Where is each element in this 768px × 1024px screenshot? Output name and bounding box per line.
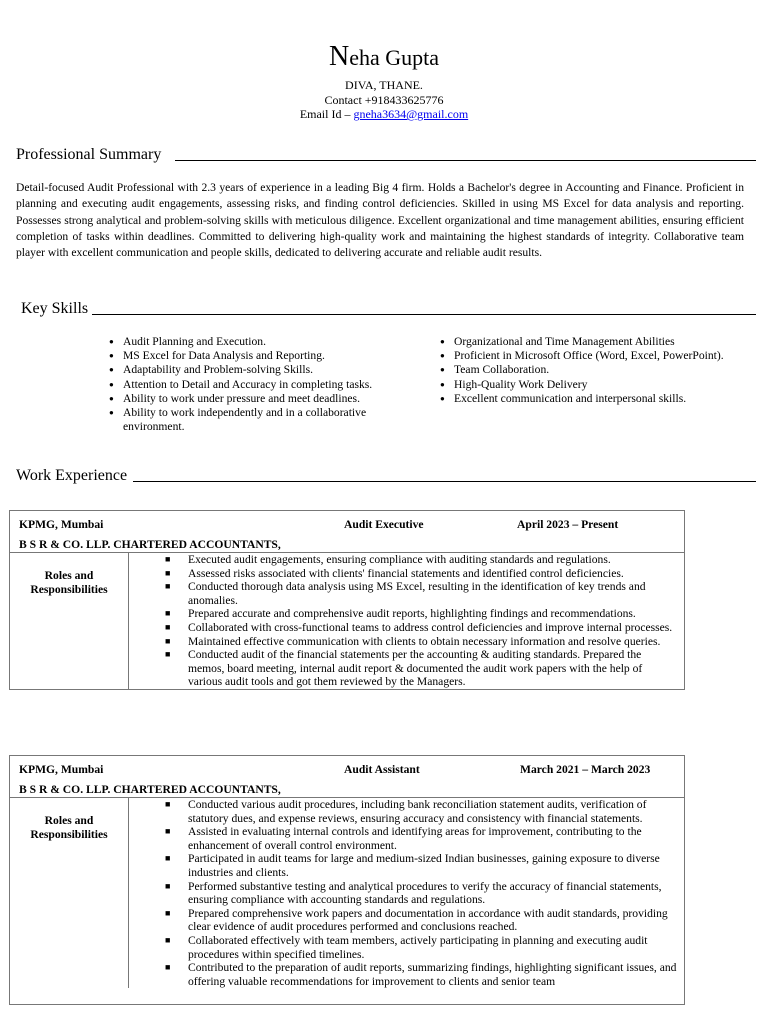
responsibility-text: Assisted in evaluating internal controls and identifying areas for improvement, contributing to the enhancement of overall control environment. xyxy=(188,825,642,852)
bullet-icon: ● xyxy=(109,379,114,389)
skill-item xyxy=(109,349,409,363)
square-bullet-icon: ■ xyxy=(165,567,171,578)
responsibility-text: Maintained effective communication with clients to obtain necessary information and resolve queries. xyxy=(188,634,661,648)
skill-item xyxy=(440,378,725,392)
skill-text: Proficient in Microsoft Office (Word, Excel, PowerPoint). xyxy=(454,349,724,363)
responsibility-text: Conducted thorough data analysis using MS Excel, resulting in the identification of key trends and anomalies. xyxy=(188,580,646,607)
job-title: Audit Assistant xyxy=(344,763,420,776)
responsibility-text: Conducted audit of the financial statements per the accounting & auditing standards. Prepared the memos, board meeting, internal audit report & documented the audit work papers with the help of various audit tools and got them reviewed by the Managers. xyxy=(188,648,643,689)
square-bullet-icon: ■ xyxy=(165,635,171,646)
location: DIVA, THANE. xyxy=(345,78,423,92)
bullet-icon: ● xyxy=(440,379,445,389)
responsibility-item xyxy=(129,961,678,988)
roles-label: Roles and Responsibilities xyxy=(10,553,129,689)
section-title: Professional Summary xyxy=(16,146,162,163)
section-rule xyxy=(175,160,756,161)
email-label: Email Id – xyxy=(299,107,354,121)
responsibility-item xyxy=(129,934,678,961)
section-rule xyxy=(92,314,756,315)
square-bullet-icon: ■ xyxy=(165,962,171,973)
square-bullet-icon: ■ xyxy=(165,799,171,809)
bullet-icon: ● xyxy=(109,365,114,375)
square-bullet-icon: ■ xyxy=(165,621,171,632)
bullet-icon: ● xyxy=(109,393,114,403)
bullet-icon: ● xyxy=(440,351,445,361)
responsibility-item xyxy=(129,907,678,934)
square-bullet-icon: ■ xyxy=(165,880,171,891)
section-rule xyxy=(133,481,756,482)
responsibility-item xyxy=(129,607,678,621)
job-firm: B S R & CO. LLP. CHARTERED ACCOUNTANTS, xyxy=(19,538,281,551)
responsibility-text: Conducted various audit procedures, including bank reconciliation statement audits, verification of statutory dues, and expense reviews, ensuring accuracy and consistency with financial statements. xyxy=(188,798,647,825)
skill-item xyxy=(109,406,409,434)
responsibility-item xyxy=(129,580,678,607)
responsibility-text: Collaborated with cross-functional teams to address control deficiencies and improve internal processes. xyxy=(188,620,673,634)
roles-label: Roles and Responsibilities xyxy=(10,798,129,988)
job-title: Audit Executive xyxy=(344,518,424,531)
responsibility-item xyxy=(129,825,678,852)
responsibilities-list xyxy=(129,798,684,988)
skill-text: High-Quality Work Delivery xyxy=(454,377,588,391)
square-bullet-icon: ■ xyxy=(165,853,171,864)
skill-text: Ability to work under pressure and meet deadlines. xyxy=(123,391,360,405)
skill-item xyxy=(440,335,725,349)
responsibility-text: Participated in audit teams for large and medium-sized Indian businesses, gaining exposure to diverse industries and clients. xyxy=(188,852,660,879)
responsibility-text: Contributed to the preparation of audit reports, summarizing findings, highlighting significant issues, and offering valuable recommendations for improvement to clients and senior team xyxy=(188,961,677,988)
responsibility-item xyxy=(129,553,678,567)
responsibility-item xyxy=(129,852,678,879)
bullet-icon: ● xyxy=(109,337,114,346)
skill-item xyxy=(440,363,725,377)
bullet-icon: ● xyxy=(440,365,445,375)
skill-text: Audit Planning and Execution. xyxy=(123,335,266,348)
name-rest: eha Gupta xyxy=(349,45,440,70)
responsibilities-list xyxy=(129,553,684,689)
responsibility-text: Performed substantive testing and analytical procedures to verify the accuracy of financial statements, ensuring compliance with accounting standards and regulations. xyxy=(188,879,662,907)
skill-text: MS Excel for Data Analysis and Reporting. xyxy=(123,349,325,363)
square-bullet-icon: ■ xyxy=(165,581,171,592)
responsibility-text: Prepared accurate and comprehensive audit reports, highlighting findings and recommendations. xyxy=(188,607,636,621)
email-link[interactable]: gneha3634@gmail.com xyxy=(353,107,469,121)
responsibility-item xyxy=(129,648,678,689)
skill-text: Excellent communication and interpersonal skills. xyxy=(454,391,687,405)
square-bullet-icon: ■ xyxy=(165,907,171,918)
skill-text: Ability to work independently and in a collaborative environment. xyxy=(123,406,367,434)
responsibility-item xyxy=(129,621,678,635)
contact-email-line xyxy=(0,107,768,121)
skills-list-left xyxy=(109,335,409,434)
square-bullet-icon: ■ xyxy=(165,554,171,564)
section-title: Work Experience xyxy=(16,467,128,484)
bullet-icon: ● xyxy=(109,408,114,418)
responsibility-item xyxy=(129,635,678,649)
square-bullet-icon: ■ xyxy=(165,826,171,837)
responsibility-text: Prepared comprehensive work papers and documentation in accordance with audit standards, providing clear evidence of audit procedures performed and conclusions reached. xyxy=(188,906,668,934)
bullet-icon: ● xyxy=(440,337,445,346)
responsibility-text: Executed audit engagements, ensuring compliance with auditing standards and regulations. xyxy=(188,553,611,566)
section-professional-summary xyxy=(16,146,756,164)
summary-text xyxy=(16,180,744,261)
responsibility-item xyxy=(129,798,678,825)
candidate-name xyxy=(0,42,768,73)
job-dates: April 2023 – Present xyxy=(517,518,619,531)
job-entry xyxy=(9,510,685,690)
bullet-icon: ● xyxy=(109,351,114,361)
skill-text: Team Collaboration. xyxy=(454,363,550,377)
summary-paragraph: Detail-focused Audit Professional with 2.3 years of experience in a leading Big 4 firm. Holds a Bachelor's degree in Accounting and Finance. Proficient in planning and executing audit engagements, assessing risks, and finding control deficiencies. Skilled in using MS Excel for data analysis and reporting. Possesses strong analytical and problem-solving skills with meticulous diligence. Excellent organizational and time management abilities, ensuring efficient completion of tasks within deadlines. Committed to delivering high-quality work and maintaining the highest standards of integrity. Collaborative team player with excellent communication and people skills, dedicated to delivering accurate and reliable audit results. xyxy=(16,181,744,260)
contact-phone: Contact +918433625776 xyxy=(324,93,444,107)
skill-item xyxy=(109,335,409,349)
section-key-skills xyxy=(21,300,756,318)
responsibility-text: Assessed risks associated with clients' financial statements and identified control deficiencies. xyxy=(188,566,624,580)
job-entry xyxy=(9,755,685,1005)
job-company: KPMG, Mumbai xyxy=(19,518,104,531)
job-dates: March 2021 – March 2023 xyxy=(520,763,651,776)
skill-item xyxy=(109,363,409,377)
job-company: KPMG, Mumbai xyxy=(19,763,104,776)
skill-item xyxy=(109,378,409,392)
skill-text: Adaptability and Problem-solving Skills. xyxy=(123,363,314,377)
bullet-icon: ● xyxy=(440,393,445,403)
section-work-experience xyxy=(16,467,756,485)
job-body xyxy=(10,798,684,988)
responsibility-text: Collaborated effectively with team members, actively participating in planning and executing audit procedures within specified timelines. xyxy=(188,933,648,961)
skill-item xyxy=(440,392,725,406)
square-bullet-icon: ■ xyxy=(165,608,171,619)
skills-list-right xyxy=(440,335,725,406)
skill-item xyxy=(440,349,725,363)
skill-text: Organizational and Time Management Abilities xyxy=(454,335,675,348)
skill-text: Attention to Detail and Accuracy in completing tasks. xyxy=(123,377,373,391)
responsibility-item xyxy=(129,880,678,907)
skill-item xyxy=(109,392,409,406)
job-firm: B S R & CO. LLP. CHARTERED ACCOUNTANTS, xyxy=(19,783,281,796)
square-bullet-icon: ■ xyxy=(165,934,171,945)
square-bullet-icon: ■ xyxy=(165,649,171,660)
job-header xyxy=(10,756,684,798)
name-initial: N xyxy=(328,41,350,72)
job-body xyxy=(10,553,684,689)
job-header xyxy=(10,511,684,553)
responsibility-item xyxy=(129,567,678,581)
section-title: Key Skills xyxy=(21,300,89,317)
